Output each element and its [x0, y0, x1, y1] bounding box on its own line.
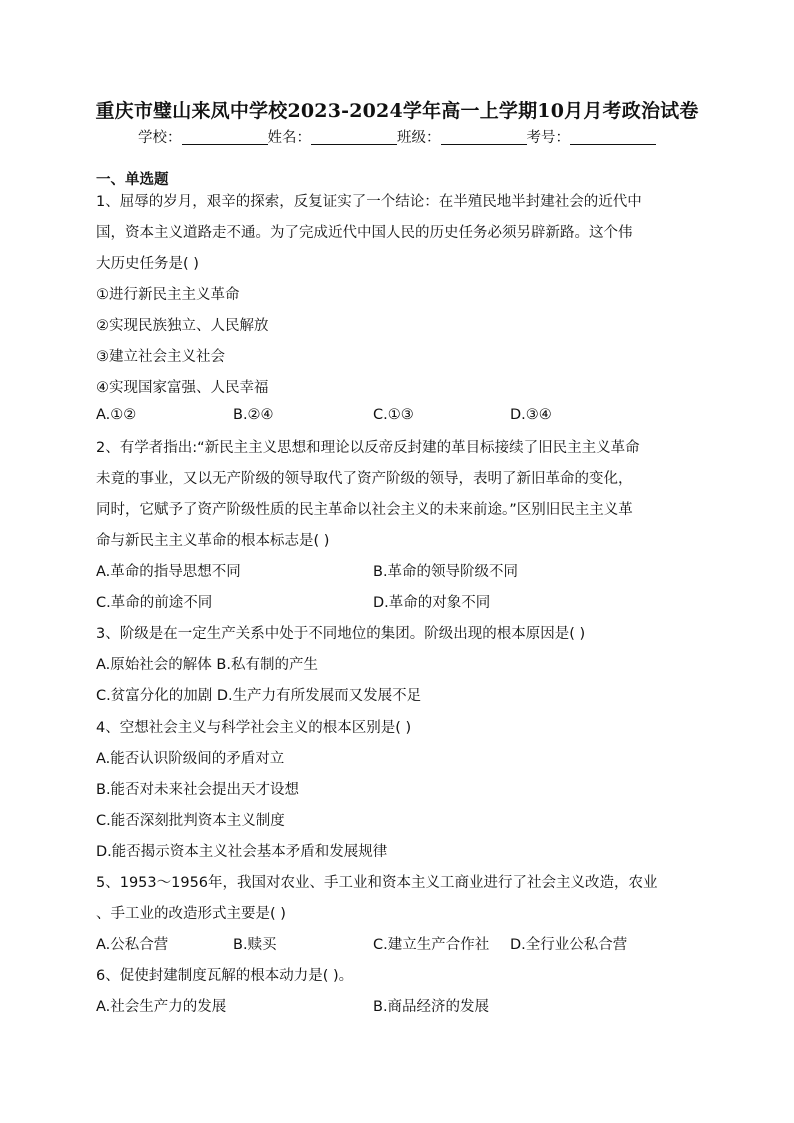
q2-line: 命与新民主主义革命的根本标志是( )	[96, 533, 330, 549]
q3-options-ab[interactable]: A.原始社会的解体 B.私有制的产生	[96, 657, 318, 673]
q2-option-d[interactable]: D.革命的对象不同	[373, 595, 491, 611]
q1-item: ③建立社会主义社会	[96, 349, 225, 365]
q2-option-a[interactable]: A.革命的指导思想不同	[96, 564, 241, 580]
q1-item: ④实现国家富强、人民幸福	[96, 380, 269, 396]
q6-option-b[interactable]: B.商品经济的发展	[373, 999, 490, 1015]
q4-line: 4、空想社会主义与科学社会主义的根本区别是( )	[96, 720, 412, 736]
q5-option-b[interactable]: B.赎买	[233, 937, 277, 953]
q3-line: 3、阶级是在一定生产关系中处于不同地位的集团。阶级出现的根本原因是( )	[96, 626, 586, 642]
student-info-row	[0, 126, 794, 147]
q3-options-cd[interactable]: C.贫富分化的加剧 D.生产力有所发展而又发展不足	[96, 688, 422, 704]
number-label: 考号：	[526, 130, 570, 146]
class-blank[interactable]	[441, 128, 527, 145]
q1-line: 国，资本主义道路走不通。为了完成近代中国人民的历史任务必须另辟新路。这个伟	[96, 225, 633, 241]
q2-line: 同时，它赋予了资产阶级性质的民主革命以社会主义的未来前途。”区别旧民主主义革	[96, 502, 633, 518]
number-blank[interactable]	[570, 128, 656, 145]
class-label: 班级：	[397, 130, 441, 146]
q1-line: 1、屈辱的岁月，艰辛的探索，反复证实了一个结论：在半殖民地半封建社会的近代中	[96, 194, 642, 210]
q4-option-a[interactable]: A.能否认识阶级间的矛盾对立	[96, 751, 285, 767]
q5-line: 5、1953～1956年，我国对农业、手工业和资本主义工商业进行了社会主义改造，农业	[96, 875, 658, 891]
page-title: 重庆市璧山来凤中学校2023-2024学年高一上学期10月月考政治试卷	[95, 100, 699, 122]
name-blank[interactable]	[311, 128, 397, 145]
q5-option-a[interactable]: A.公私合营	[96, 937, 169, 953]
q1-option-d[interactable]: D.③④	[510, 407, 552, 423]
section-heading: 一、单选题	[96, 172, 169, 188]
school-label: 学校：	[138, 130, 182, 146]
q1-option-b[interactable]: B.②④	[233, 407, 274, 423]
q2-line: 未竟的事业，又以无产阶级的领导取代了资产阶级的领导，表明了新旧革命的变化，	[96, 471, 633, 487]
q5-option-d[interactable]: D.全行业公私合营	[510, 937, 628, 953]
q1-line: 大历史任务是( )	[96, 256, 199, 272]
q1-item: ②实现民族独立、人民解放	[96, 318, 269, 334]
q6-option-a[interactable]: A.社会生产力的发展	[96, 999, 227, 1015]
q1-option-c[interactable]: C.①③	[373, 407, 414, 423]
school-blank[interactable]	[182, 128, 268, 145]
q2-line: 2、有学者指出:“新民主主义思想和理论以反帝反封建的革目标接续了旧民主主义革命	[96, 440, 640, 456]
q2-option-b[interactable]: B.革命的领导阶级不同	[373, 564, 519, 580]
name-label: 姓名：	[267, 130, 311, 146]
q2-option-c[interactable]: C.革命的前途不同	[96, 595, 213, 611]
q1-option-a[interactable]: A.①②	[96, 407, 137, 423]
q4-option-d[interactable]: D.能否揭示资本主义社会基本矛盾和发展规律	[96, 844, 388, 860]
q4-option-c[interactable]: C.能否深刻批判资本主义制度	[96, 813, 285, 829]
q5-option-c[interactable]: C.建立生产合作社	[373, 937, 490, 953]
q4-option-b[interactable]: B.能否对未来社会提出天才设想	[96, 782, 300, 798]
q6-line: 6、促使封建制度瓦解的根本动力是( )。	[96, 968, 354, 984]
q5-line: 、手工业的改造形式主要是( )	[96, 906, 286, 922]
q1-item: ①进行新民主主义革命	[96, 287, 240, 303]
